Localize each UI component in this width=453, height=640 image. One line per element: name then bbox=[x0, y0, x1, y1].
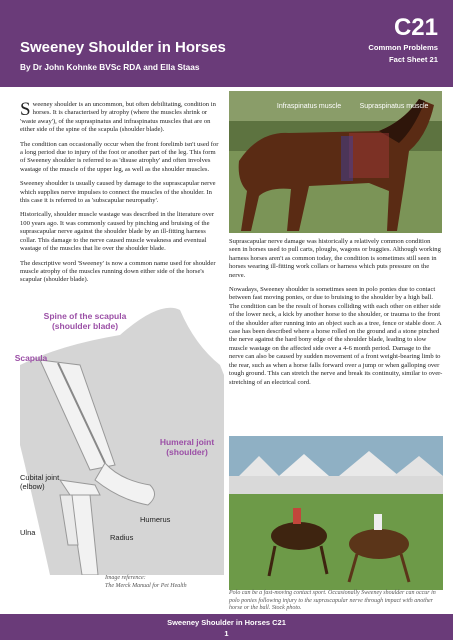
fact-sheet-number: Fact Sheet 21 bbox=[389, 55, 438, 64]
radius-label: Radius bbox=[110, 533, 134, 542]
paragraph: Nowadays, Sweeney shoulder is sometimes seen in polo ponies due to contact between fast moving ponies, or due to bruising to the shoulder by a high ball. The condition can be the result of horses colliding with each other on either side of the lower neck, a kick by another horse to the shoulder, or trauma to the front of the shoulder after running into an object such as a tree, fence or stable door. A case has been described where a horse rolled on the ground and a stone pinched the nerve against the hard bony edge of the shoulder blade, leading to slow muscle wastage on the affected side over a 4-6 month period. Damage to the nerve can also be caused by sudden movement of a front weight-bearing limb to the rear, such as when a horse falls forward over a jump or when galloping over tough ground. This can stretch the nerve and break its continuity, similar to over-stretching of an electrical cord. bbox=[229, 286, 443, 386]
image-reference-source: The Merck Manual for Pet Health bbox=[105, 582, 187, 589]
image-reference bbox=[105, 575, 187, 590]
right-column bbox=[229, 238, 443, 393]
authors-line: By Dr John Kohnke BVSc RDA and Ella Staas bbox=[20, 62, 200, 72]
spine-of-scapula-label: Spine of the scapula (shoulder blade) bbox=[43, 311, 127, 331]
footer-banner bbox=[0, 614, 453, 640]
image-reference-heading: Image reference: bbox=[105, 575, 146, 581]
paragraph: Sweeney shoulder is usually caused by damage to the suprascapular nerve which supplies nerve impulses to connect the muscles of the shoulder. In this case it is referred to as 'subscapular neuropathy'. bbox=[20, 180, 216, 205]
drop-cap: S bbox=[20, 99, 31, 120]
humerus-label: Humerus bbox=[140, 515, 171, 524]
paragraph: Historically, shoulder muscle wastage was described in the literature over 100 years ago. It was commonly caused by pinching and bruising of the suprascapular nerve against the shoulder blade by an ill-fitting harness collar. This damage to the nerve caused muscle weakness and eventual wastage of the muscles that lie over the shoulder blade. bbox=[20, 211, 215, 253]
intro-text: weeney shoulder is an uncommon, but often debilitating, condition in horses. It is characterised by atrophy (where the muscles shrink or 'waste away'), of the supraspinatus and infraspinatus muscles that are on either side of the spine of the scapula (shoulder blade). bbox=[20, 101, 216, 134]
ulna-label: Ulna bbox=[20, 528, 36, 537]
paragraph: Suprascapular nerve damage was historically a relatively common condition seen in horses used to pull carts, ploughs, wagons or buggies. Although working harness horses aren't as common today, the condition is sometimes still seen in horses wearing ill-fitting work collars or harness which puts pressure on the nerve. bbox=[229, 238, 441, 279]
shoulder-skeleton-diagram bbox=[14, 305, 224, 575]
infraspinatus-label: Infraspinatus muscle bbox=[276, 103, 342, 110]
polo-caption: Polo can be a fast-moving contact sport. Occasionally Sweeney shoulder can occur in polo ponies following injury to the suprascapular nerve through impact with another horse or the ball. Stock photo. bbox=[229, 590, 436, 611]
paragraph: The descriptive word 'Sweeney' is now a common name used for shoulder muscle atrophy of the muscles running down either side of the horse's scapular (shoulder blade). bbox=[20, 259, 216, 284]
humeral-joint-label: Humeral joint (shoulder) bbox=[159, 437, 215, 457]
polo-photo-illustration bbox=[229, 436, 443, 590]
horse-shoulder-photo bbox=[229, 91, 442, 233]
page-number: 1 bbox=[224, 629, 229, 638]
intro-paragraph bbox=[20, 101, 222, 135]
footer-title: Sweeney Shoulder in Horses C21 bbox=[167, 618, 286, 627]
header-banner bbox=[0, 0, 453, 87]
horse-photo-illustration bbox=[229, 91, 442, 233]
series-name: Common Problems bbox=[368, 43, 438, 52]
sheet-code: C21 bbox=[393, 14, 438, 41]
polo-photo bbox=[229, 436, 443, 590]
scapula-label: Scapula bbox=[14, 353, 48, 363]
supraspinatus-label: Supraspinatus muscle bbox=[359, 103, 429, 110]
paragraph: The condition can occasionally occur when the front forelimb isn't used for a long period due to injury of the foot or another part of the leg. This form of Sweeney shoulder is referred to as 'disuse atrophy' and often involves wastage of the muscle of the upper leg, as well as the shoulder muscles. bbox=[20, 140, 219, 173]
cubital-joint-label: Cubital joint (elbow) bbox=[20, 473, 60, 491]
page-title: Sweeney Shoulder in Horses bbox=[20, 39, 226, 56]
left-column bbox=[20, 101, 222, 291]
